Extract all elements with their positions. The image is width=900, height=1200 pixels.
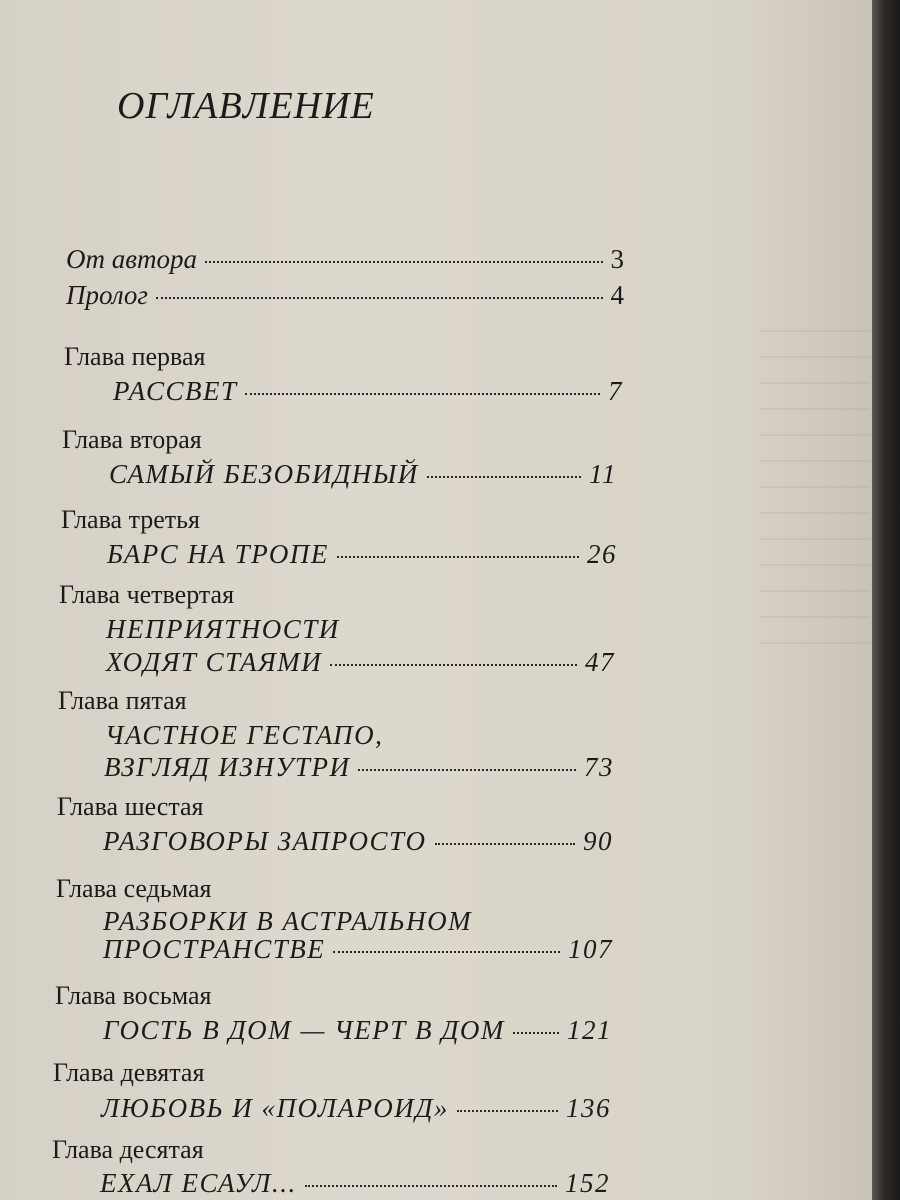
chapter-title: БАРС НА ТРОПЕ <box>107 539 329 569</box>
chapter-title: РАССВЕТ <box>113 376 238 406</box>
chapter-heading: Глава восьмая <box>55 981 212 1010</box>
chapter-heading: Глава пятая <box>58 686 187 715</box>
toc-entry-chapter-6 <box>103 826 613 857</box>
chapter-heading: Глава третья <box>61 505 200 534</box>
toc-entry-chapter-9 <box>101 1093 611 1124</box>
toc-entry-chapter-5 <box>104 752 614 783</box>
chapter-title: ЛЮБОВЬ И «ПОЛАРОИД» <box>101 1093 449 1123</box>
dot-leader <box>427 476 581 478</box>
chapter-title-line: НЕПРИЯТНОСТИ <box>106 614 340 644</box>
dot-leader <box>245 393 600 395</box>
dot-leader <box>337 556 579 558</box>
dot-leader <box>435 843 576 845</box>
toc-entry-chapter-7 <box>103 934 613 965</box>
chapter-title-line: РАЗБОРКИ В АСТРАЛЬНОМ <box>103 906 473 936</box>
chapter-title: РАЗГОВОРЫ ЗАПРОСТО <box>103 826 427 856</box>
chapter-title: ХОДЯТ СТАЯМИ <box>106 647 323 677</box>
entry-page: 3 <box>610 244 624 274</box>
chapter-heading: Глава первая <box>64 342 206 371</box>
chapter-title: ГОСТЬ В ДОМ — ЧЕРТ В ДОМ <box>103 1015 505 1045</box>
entry-page: 26 <box>587 539 617 569</box>
book-spine-shadow <box>872 0 900 1200</box>
bleed-through-text <box>760 330 870 650</box>
chapter-heading: Глава четвертая <box>59 580 235 609</box>
dot-leader <box>156 297 603 299</box>
chapter-title-line: ЧАСТНОЕ ГЕСТАПО, <box>105 720 384 750</box>
chapter-heading: Глава седьмая <box>56 874 212 903</box>
dot-leader <box>457 1110 558 1112</box>
dot-leader <box>330 664 577 666</box>
chapter-title: ПРОСТРАНСТВЕ <box>103 934 326 964</box>
entry-page: 152 <box>565 1168 610 1198</box>
entry-page: 11 <box>589 459 617 489</box>
toc-entry-chapter-2 <box>109 459 617 490</box>
entry-label: Пролог <box>66 280 148 310</box>
toc-title: ОГЛАВЛЕНИЕ <box>117 85 375 127</box>
chapter-title: ЕХАЛ ЕСАУЛ... <box>100 1168 297 1198</box>
entry-label: От автора <box>66 244 197 274</box>
dot-leader <box>305 1185 557 1187</box>
entry-page: 4 <box>610 280 624 310</box>
entry-page: 7 <box>608 376 623 406</box>
toc-entry-chapter-4 <box>106 647 615 678</box>
chapter-heading: Глава шестая <box>57 792 204 821</box>
chapter-heading: Глава десятая <box>52 1135 204 1164</box>
entry-page: 73 <box>584 752 614 782</box>
entry-page: 121 <box>567 1015 612 1045</box>
dot-leader <box>333 951 560 953</box>
toc-entry-prologue <box>66 280 624 311</box>
toc-entry-author-note <box>66 244 624 275</box>
chapter-title: САМЫЙ БЕЗОБИДНЫЙ <box>109 459 419 489</box>
toc-entry-chapter-3 <box>107 539 617 570</box>
dot-leader <box>358 769 576 771</box>
entry-page: 47 <box>585 647 615 677</box>
chapter-heading: Глава вторая <box>62 425 202 454</box>
toc-entry-chapter-8 <box>103 1015 612 1046</box>
toc-entry-chapter-1 <box>113 376 623 407</box>
dot-leader <box>513 1032 559 1034</box>
entry-page: 136 <box>566 1093 611 1123</box>
toc-entry-chapter-10 <box>100 1168 610 1199</box>
chapter-heading: Глава девятая <box>53 1058 205 1087</box>
entry-page: 90 <box>583 826 613 856</box>
chapter-title: ВЗГЛЯД ИЗНУТРИ <box>104 752 351 782</box>
entry-page: 107 <box>568 934 613 964</box>
dot-leader <box>205 261 603 263</box>
